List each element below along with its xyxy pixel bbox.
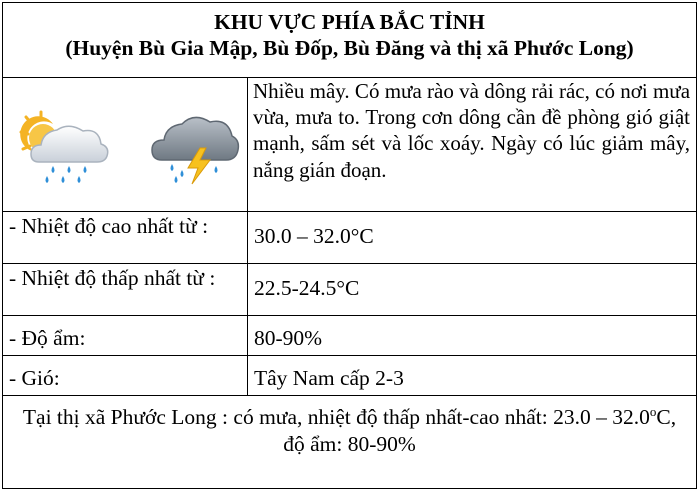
humidity-row: [3, 316, 697, 356]
humidity-value: 80-90%: [248, 316, 697, 356]
phuoc-long-temp-text: Tại thị xã Phước Long : có mưa, nhiệt độ thấp nhất-cao nhất: 23.0 – 32.0: [22, 405, 650, 430]
region-title: KHU VỰC PHÍA BẮC TỈNH: [214, 10, 485, 34]
max-temp-label: - Nhiệt độ cao nhất từ :: [3, 212, 248, 264]
wind-row: [3, 356, 697, 396]
min-temp-label: - Nhiệt độ thấp nhất từ :: [3, 264, 248, 316]
min-temp-row: [3, 264, 697, 316]
max-temp-value: 30.0 – 32.0°C: [248, 212, 697, 264]
footer-row: [3, 396, 697, 489]
phuoc-long-line1: [9, 398, 690, 431]
weather-icons-cell: [3, 78, 248, 212]
region-subtitle: (Huyện Bù Gia Mập, Bù Đốp, Bù Đăng và thị xã Phước Long): [65, 36, 634, 60]
degree-symbol: o: [649, 404, 657, 419]
wind-value: Tây Nam cấp 2-3: [248, 356, 697, 396]
weather-summary-row: [3, 78, 697, 212]
header-row: [3, 3, 697, 78]
max-temp-row: [3, 212, 697, 264]
forecast-description: Nhiều mây. Có mưa rào và dông rải rác, có nơi mưa vừa, mưa to. Trong cơn dông cần đề phòng gió giật mạnh, sấm sét và lốc xoáy. Ngày có lúc giảm mây, nắng gián đoạn.: [248, 78, 697, 212]
partly-cloudy-rain-icon: [13, 104, 111, 186]
forecast-table: [2, 2, 697, 489]
thunderstorm-icon: [148, 104, 240, 186]
humidity-label: - Độ ẩm:: [3, 316, 248, 356]
header-cell: [3, 3, 697, 78]
temp-unit: C,: [656, 405, 677, 430]
min-temp-value: 22.5-24.5°C: [248, 264, 697, 316]
phuoc-long-humidity: độ ẩm: 80-90%: [283, 432, 416, 457]
phuoc-long-note: [3, 396, 697, 489]
wind-label: - Gió:: [3, 356, 248, 396]
